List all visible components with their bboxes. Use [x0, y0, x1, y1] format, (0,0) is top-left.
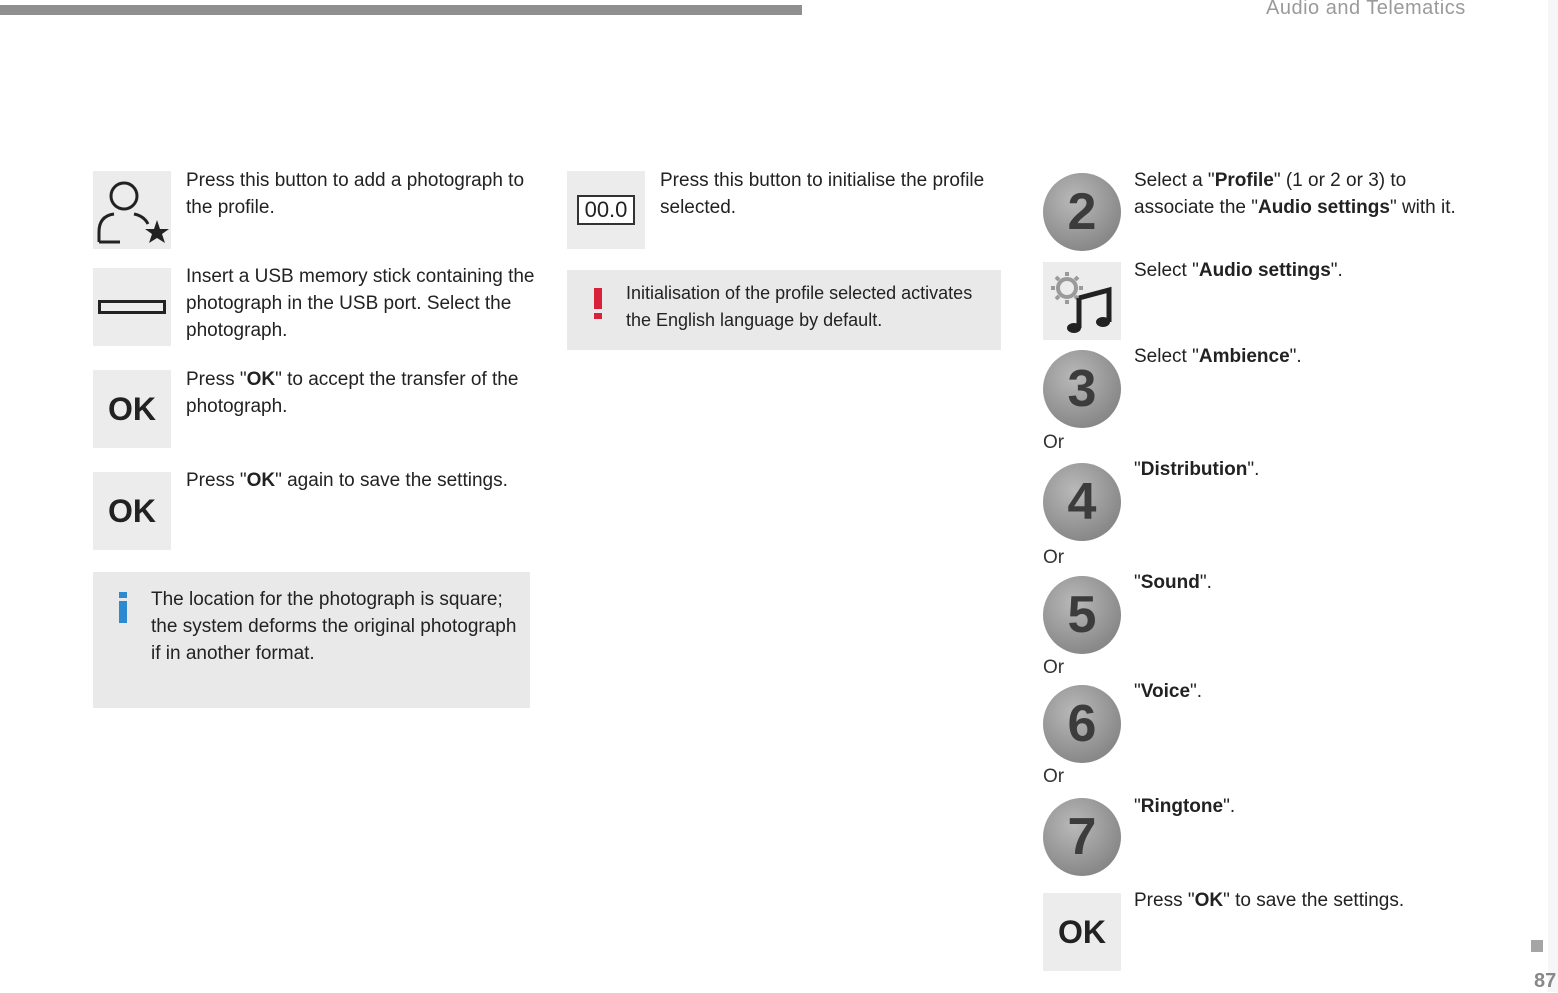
- section-title: Audio and Telematics: [1266, 0, 1466, 19]
- usb-port-icon: [98, 300, 166, 314]
- warning-note: [567, 270, 1001, 350]
- ok-button-icon: OK: [108, 390, 156, 427]
- audio-settings-icon: [1045, 264, 1119, 338]
- warning-icon: [593, 288, 603, 320]
- warning-note-text: Initialisation of the profile selected activates the English language by default.: [626, 283, 973, 330]
- step-accept-text: Press "OK" to accept the transfer of the photograph.: [186, 369, 519, 417]
- step-audio-settings-text: Select "Audio settings".: [1134, 260, 1343, 281]
- step-ringtone-text: "Ringtone".: [1134, 796, 1236, 817]
- step-initialise-text: Press this button to initialise the profile selected.: [660, 170, 985, 218]
- step-sound-text: "Sound".: [1134, 572, 1212, 593]
- or-label: Or: [1043, 766, 1065, 787]
- step-usb-text: Insert a USB memory stick containing the photograph in the USB port. Select the photograph.: [186, 266, 535, 341]
- step-voice-text: "Voice".: [1134, 681, 1203, 702]
- page-edge: [1548, 0, 1558, 992]
- header-rule: [0, 5, 802, 15]
- number-4-icon: 4: [1043, 463, 1121, 541]
- number-3-icon: 3: [1043, 350, 1121, 428]
- step-save-text: Press "OK" again to save the settings.: [186, 470, 508, 491]
- info-icon: [117, 592, 129, 624]
- or-label: Or: [1043, 432, 1065, 453]
- step-add-photo-text: Press this button to add a photograph to the profile.: [186, 170, 525, 218]
- step-final-save-text: Press "OK" to save the settings.: [1134, 890, 1405, 911]
- page-marker: [1531, 940, 1543, 952]
- number-5-icon: 5: [1043, 576, 1121, 654]
- audio-settings-button[interactable]: [1043, 262, 1121, 340]
- page-number: 87: [1534, 970, 1557, 992]
- profile-photo-button[interactable]: [93, 171, 171, 249]
- info-note: [93, 572, 530, 708]
- ok-button[interactable]: [93, 370, 171, 448]
- ok-button-icon: OK: [1058, 913, 1106, 950]
- ok-button[interactable]: [93, 472, 171, 550]
- number-6-icon: 6: [1043, 685, 1121, 763]
- or-label: Or: [1043, 547, 1065, 568]
- step-ambience-text: Select "Ambience".: [1134, 346, 1302, 367]
- or-label: Or: [1043, 657, 1065, 678]
- info-note-text: The location for the photograph is square; the system deforms the original photograph if in another format.: [151, 589, 517, 664]
- counter-display-icon: 00.0: [577, 195, 636, 225]
- step-profile-text: Select a "Profile" (1 or 2 or 3) to associate the "Audio settings" with it.: [1134, 170, 1456, 218]
- step-distribution-text: "Distribution".: [1134, 459, 1260, 480]
- number-2-icon: 2: [1043, 173, 1121, 251]
- reset-profile-button[interactable]: [567, 171, 645, 249]
- ok-button-icon: OK: [108, 492, 156, 529]
- number-7-icon: 7: [1043, 798, 1121, 876]
- profile-photo-icon: [94, 172, 170, 248]
- ok-button[interactable]: [1043, 893, 1121, 971]
- usb-port-button: [93, 268, 171, 346]
